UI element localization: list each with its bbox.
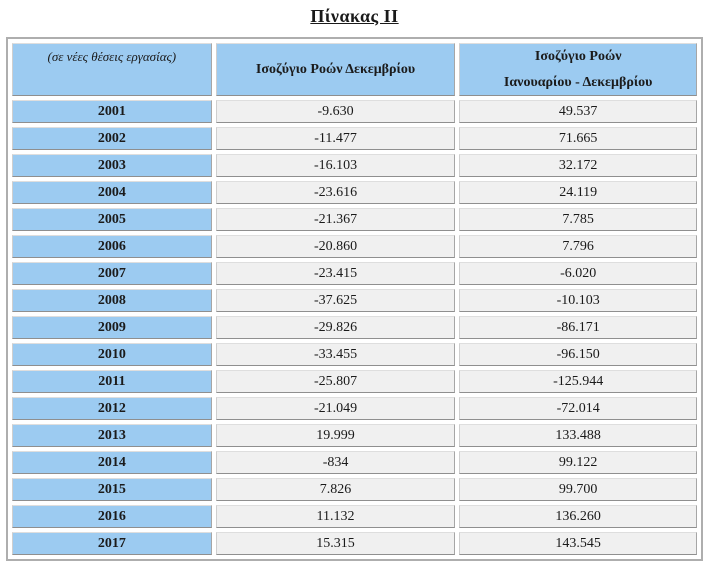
december-balance-cell: -23.616 <box>216 181 456 204</box>
table-row <box>12 343 697 366</box>
table-row <box>12 397 697 420</box>
december-balance-cell: 15.315 <box>216 532 456 555</box>
december-balance-cell: -9.630 <box>216 100 456 123</box>
header-january-december-balance <box>459 43 697 96</box>
table-row <box>12 181 697 204</box>
table-row <box>12 289 697 312</box>
january-december-balance-cell: -72.014 <box>459 397 697 420</box>
header-units-note: (σε νέες θέσεις εργασίας) <box>12 43 212 96</box>
january-december-balance-cell: 32.172 <box>459 154 697 177</box>
year-cell: 2009 <box>12 316 212 339</box>
year-cell: 2017 <box>12 532 212 555</box>
table-row <box>12 316 697 339</box>
year-cell: 2015 <box>12 478 212 501</box>
table-row <box>12 262 697 285</box>
december-balance-cell: 11.132 <box>216 505 456 528</box>
year-cell: 2008 <box>12 289 212 312</box>
january-december-balance-cell: -86.171 <box>459 316 697 339</box>
december-balance-cell: -25.807 <box>216 370 456 393</box>
year-cell: 2002 <box>12 127 212 150</box>
year-cell: 2014 <box>12 451 212 474</box>
year-cell: 2005 <box>12 208 212 231</box>
january-december-balance-cell: 49.537 <box>459 100 697 123</box>
january-december-balance-cell: 133.488 <box>459 424 697 447</box>
table-row <box>12 154 697 177</box>
table-row <box>12 478 697 501</box>
table-row <box>12 532 697 555</box>
table-row <box>12 235 697 258</box>
year-cell: 2003 <box>12 154 212 177</box>
january-december-balance-cell: 71.665 <box>459 127 697 150</box>
january-december-balance-cell: 7.785 <box>459 208 697 231</box>
year-cell: 2013 <box>12 424 212 447</box>
table-title: Πίνακας II <box>310 6 399 26</box>
data-table <box>8 39 701 559</box>
header-january-december-line2: Ιανουαρίου - Δεκεμβρίου <box>503 74 653 90</box>
january-december-balance-cell: -6.020 <box>459 262 697 285</box>
table-row <box>12 208 697 231</box>
table-row <box>12 100 697 123</box>
january-december-balance-cell: 24.119 <box>459 181 697 204</box>
december-balance-cell: -11.477 <box>216 127 456 150</box>
table-row <box>12 127 697 150</box>
january-december-balance-cell: -96.150 <box>459 343 697 366</box>
year-cell: 2004 <box>12 181 212 204</box>
table-row <box>12 451 697 474</box>
table-container <box>6 37 703 561</box>
table-header <box>12 43 697 96</box>
december-balance-cell: -834 <box>216 451 456 474</box>
december-balance-cell: -29.826 <box>216 316 456 339</box>
december-balance-cell: -37.625 <box>216 289 456 312</box>
january-december-balance-cell: -10.103 <box>459 289 697 312</box>
year-cell: 2001 <box>12 100 212 123</box>
december-balance-cell: -33.455 <box>216 343 456 366</box>
year-cell: 2016 <box>12 505 212 528</box>
year-cell: 2012 <box>12 397 212 420</box>
december-balance-cell: 7.826 <box>216 478 456 501</box>
december-balance-cell: 19.999 <box>216 424 456 447</box>
header-december-balance: Ισοζύγιο Ροών Δεκεμβρίου <box>216 43 456 96</box>
january-december-balance-cell: 99.700 <box>459 478 697 501</box>
january-december-balance-cell: 7.796 <box>459 235 697 258</box>
table-row <box>12 424 697 447</box>
year-cell: 2007 <box>12 262 212 285</box>
january-december-balance-cell: 99.122 <box>459 451 697 474</box>
table-body <box>12 100 697 555</box>
january-december-balance-cell: 143.545 <box>459 532 697 555</box>
year-cell: 2006 <box>12 235 212 258</box>
year-cell: 2010 <box>12 343 212 366</box>
year-cell: 2011 <box>12 370 212 393</box>
december-balance-cell: -23.415 <box>216 262 456 285</box>
december-balance-cell: -20.860 <box>216 235 456 258</box>
december-balance-cell: -21.049 <box>216 397 456 420</box>
december-balance-cell: -21.367 <box>216 208 456 231</box>
january-december-balance-cell: 136.260 <box>459 505 697 528</box>
table-row <box>12 505 697 528</box>
january-december-balance-cell: -125.944 <box>459 370 697 393</box>
december-balance-cell: -16.103 <box>216 154 456 177</box>
header-january-december-line1: Ισοζύγιο Ροών <box>534 48 622 64</box>
table-row <box>12 370 697 393</box>
header-row <box>12 43 697 96</box>
